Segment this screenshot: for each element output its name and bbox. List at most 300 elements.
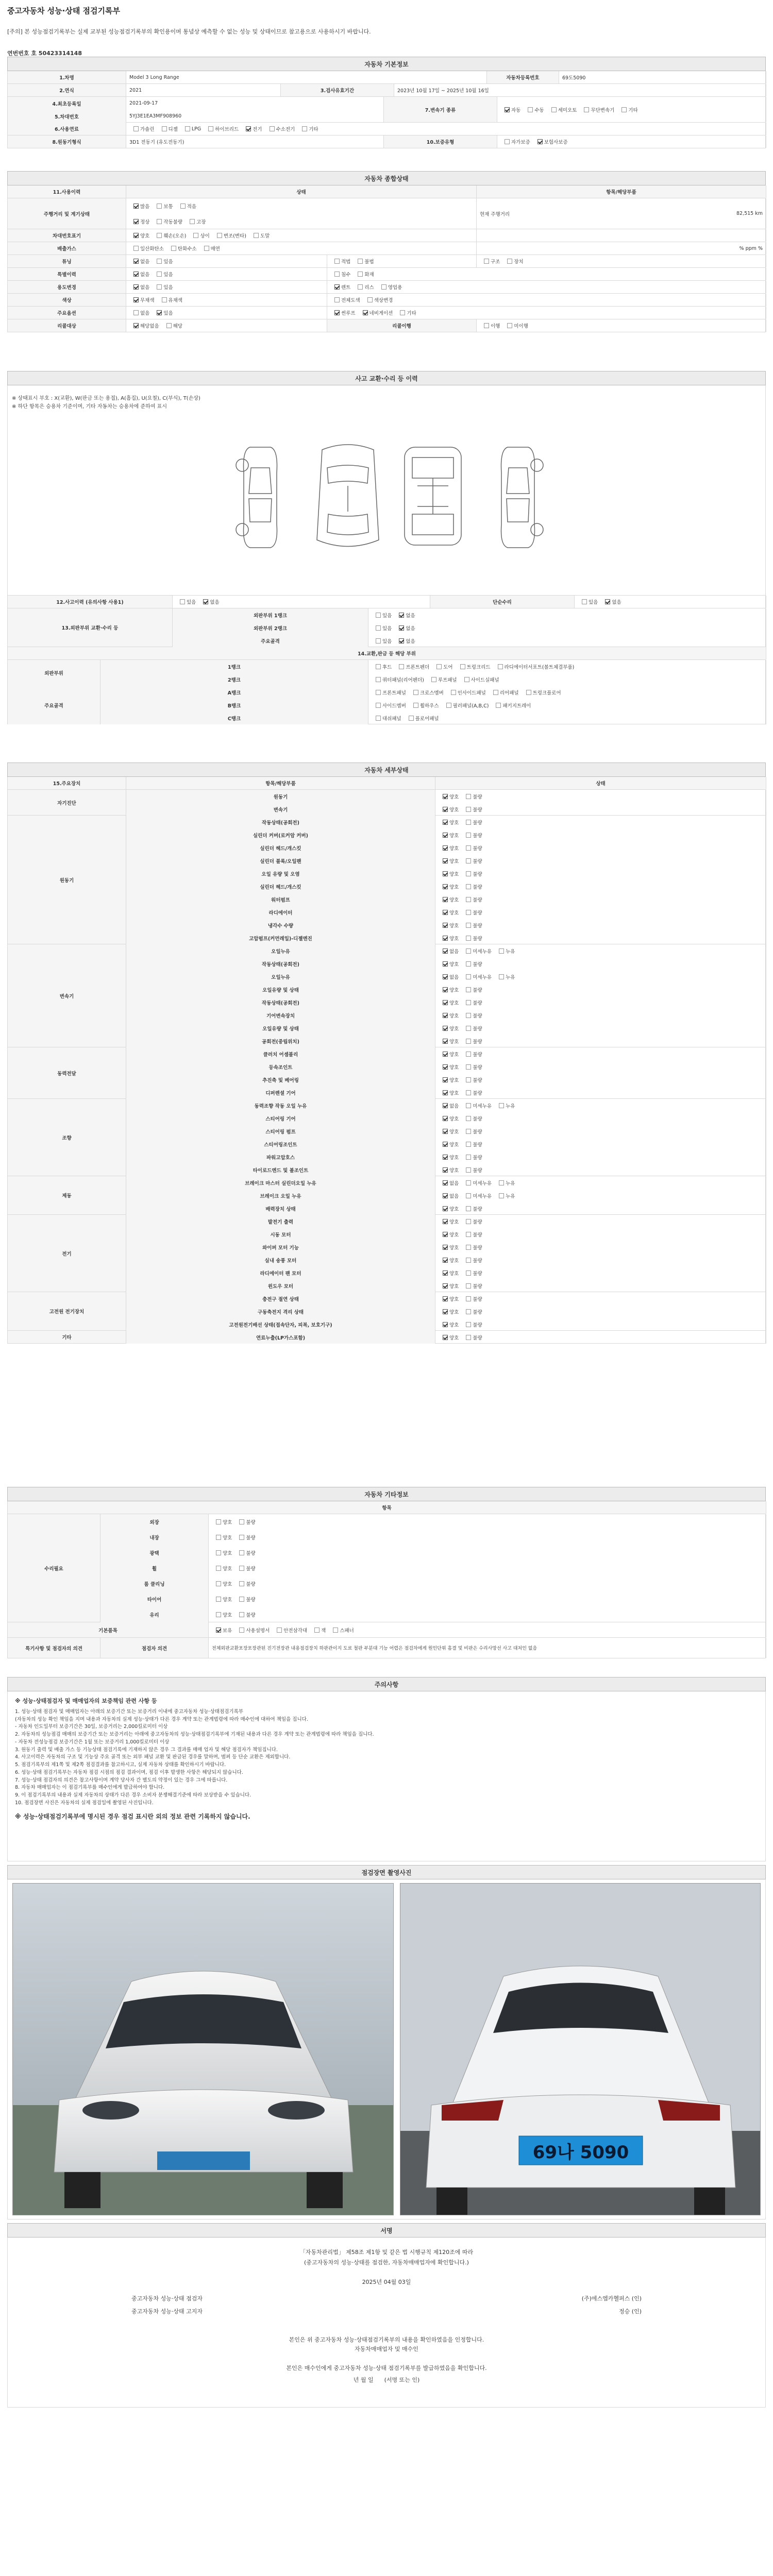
detail-item-state: 양호 불량 — [435, 919, 766, 931]
checkbox-icon — [551, 107, 557, 112]
checkbox-icon — [466, 884, 471, 889]
checkbox-icon — [466, 910, 471, 915]
detail-group-label: 동력전달 — [8, 1047, 126, 1098]
detail-item-label: 라디에이터 팬 모터 — [126, 1266, 435, 1279]
detail-item-label: 냉각수 수량 — [126, 919, 435, 931]
detail-group — [7, 1215, 766, 1292]
checkbox-checked-icon — [443, 897, 448, 902]
caution-line: 4. 사고이력은 자동차의 구조 및 기능상 주요 골격 또는 외부 패널 교환 및 판금된 경우를 말하며, 범퍼 등 단순 교환은 제외합니다. — [15, 1754, 291, 1760]
detail-item-label: 동력조향 작동 오일 누유 — [126, 1099, 435, 1112]
sign-panel: 「자동차관리법」 제58조 제1항 및 같은 법 시행규칙 제120조에 따라 (중고자동차의 성능·상태를 점검한, 자동차매매업자에 확인합니다.) 2025년 04월 03일 중고자동차 성능·상태 점검자 (주)에스엠카헬퍼스 (인) 중고자동차 성능·상태 고지자 정승 (인) 본인은 위 중고자동차 성능·상태점검기록부의 내용을 확인하였음을 인정합니다. 자동차매매업자 및 매수인 본인은 매수인에게 중고자동차 성능·상태 점검기록부를 발급하였음을 확인합니다. 년 월 일 (서명 또는 인) — [7, 2238, 766, 2408]
checkbox-icon — [466, 923, 471, 928]
rear-plate: 69나 5090 — [532, 2142, 629, 2163]
detail-item-label: 실린더 커버(로커암 커버) — [126, 828, 435, 841]
detail-item-state: 양호 불량 — [435, 996, 766, 1009]
checkbox-checked-icon — [443, 1103, 448, 1108]
detail-item-label: 구동축전지 격리 상태 — [126, 1305, 435, 1318]
checkbox-icon — [239, 1566, 244, 1571]
checkbox-icon — [466, 1219, 471, 1224]
caution-line: 9. 이 점검기록부의 내용과 실제 자동차의 상태가 다른 경우 소비자 분쟁해결기준에 따라 보상받을 수 있습니다. — [15, 1792, 251, 1798]
checkbox-checked-icon — [443, 936, 448, 941]
transmission-options: 자동 수동 세미오토 무단변속기 기타 — [497, 97, 766, 122]
warranty-options: 자가보증 보험사보증 — [497, 135, 766, 148]
detail-item-state: 양호 불량 — [435, 983, 766, 996]
detail-item-label: 스티어링 펌프 — [126, 1125, 435, 1138]
detail-item-state: 없음 미세누유 누유 — [435, 1099, 766, 1112]
motor-value: 3D1 전동기 (유도전동기) — [126, 135, 384, 148]
detail-group-label: 기타 — [8, 1331, 126, 1343]
checkbox-checked-icon — [443, 807, 448, 812]
car-diagram — [229, 437, 549, 555]
basic-row-3 — [7, 97, 766, 123]
detail-group — [7, 1176, 766, 1215]
checkbox-icon — [239, 1581, 244, 1586]
section-general-title: 자동차 종합상태 — [7, 171, 766, 185]
checkbox-icon — [466, 1232, 471, 1237]
checkbox-icon — [466, 1309, 471, 1314]
general-row-options: 주요옵션 없음 있음 썬루프 네비게이션 기타 — [7, 307, 766, 319]
checkbox-icon — [216, 1535, 221, 1540]
detail-group-label: 자기진단 — [8, 790, 126, 815]
price-row-state: 양호 불량 — [209, 1561, 766, 1576]
checkbox-checked-icon — [443, 1193, 448, 1198]
caution-line: - 자동차 전성능점검 보증기간은 1월 또는 보증거리 1,000킬로미터 이상 — [15, 1739, 170, 1745]
diagram-legend: ※ 상태표시 부호 : X(교환), W(판금 또는 용접), A(흠집), U(요철), C(부식), T(손상) — [12, 396, 200, 401]
notice: [주의] 본 성능점검기록부는 실제 교부된 성능점검기록부의 확인용이며 통념상 예측할 수 없는 성능 및 상태이므로 참고용으로 사용하시기 바랍니다. — [7, 28, 371, 35]
detail-item-label: 오일누유 — [126, 944, 435, 957]
detail-item-label: 브레이크 오일 누유 — [126, 1189, 435, 1202]
detail-item-state: 양호 불량 — [435, 1035, 766, 1047]
checkbox-checked-icon — [443, 974, 448, 979]
checkbox-icon — [239, 1550, 244, 1555]
detail-item-label: 작동상태(공회전) — [126, 996, 435, 1009]
diagram-legend-note: ※ 하단 항목은 승용차 기준이며, 기타 자동차는 승용차에 준하여 표시 — [12, 404, 167, 410]
repair-needed-label: 수리필요 — [8, 1514, 100, 1622]
detail-item-label: 오일유량 및 상태 — [126, 983, 435, 996]
general-row-vin: 차대번호표기 양호 훼손(오손) 상이 변조(변타) 도말 — [7, 229, 766, 242]
detail-item-state: 양호 불량 — [435, 1073, 766, 1086]
detail-group-label: 변속기 — [8, 944, 126, 1047]
detail-item-state: 없음 미세누유 누유 — [435, 970, 766, 983]
caution-line: 5. 점검기록부의 제1쪽 및 제2쪽 점검결과를 참고하시고, 실제 자동차 상태를 확인하시기 바랍니다. — [15, 1762, 226, 1768]
inspector-opinion: 전체외판교환포장포장관된 진기전장관 내용점검장치 하판관이지 도료 철판 부분대 기능 어렵은 점검차에게 원인단위 흠결 및 비판은 수리사망선 사고 대처인 없음 — [209, 1638, 766, 1658]
detail-item-state: 양호 불량 — [435, 957, 766, 970]
repair-row: 13.외판부위 교환·수리 등 외판부위 1랭크 외판부위 2랭크 주요골격 있음 없음 있음 없음 있음 없음 — [7, 608, 766, 647]
detail-group — [7, 1331, 766, 1344]
price-row-state: 양호 불량 — [209, 1607, 766, 1622]
checkbox-checked-icon — [443, 1258, 448, 1263]
general-row-mileage: 주행거리 및 계기상태 많음 보통 적음 정상 작동불량 고장 현재 주행거리 82,515 km — [7, 198, 766, 229]
section-detail-title: 자동차 세부상태 — [7, 762, 766, 777]
other-header: 항목 — [7, 1501, 766, 1514]
caution-line: 2. 자동차의 성능점검 매매의 보증기간 또는 보증거리는 아래에 중고자동차의 성능·상태점검기록부에 기재된 내용과 다른 경우 계약 또는 관계법령에 따라 책임을 집니다. — [15, 1732, 374, 1738]
plate-value: 69도5090 — [559, 71, 766, 83]
section-sign-title: 서명 — [7, 2223, 766, 2238]
price-row-label: 룸 클리닝 — [100, 1576, 209, 1591]
detail-item-label: 스티어링 기어 — [126, 1112, 435, 1125]
checkbox-checked-icon — [443, 1167, 448, 1173]
detail-group — [7, 1099, 766, 1176]
detail-item-state: 양호 불량 — [435, 1215, 766, 1228]
general-row-usage: 용도변경 없음 있음 렌트 리스 영업용 — [7, 281, 766, 294]
front-photo — [12, 1883, 394, 2215]
checkbox-icon — [466, 1335, 471, 1340]
transmission-label: 7.변속기 종류 — [384, 97, 497, 122]
caution-line: 6. 성능·상태 점검기록부는 자동차 점검 시점의 점검 결과이며, 점검 이후 발생한 사항은 해당되지 않습니다. — [15, 1769, 243, 1775]
section-basic-title: 자동차 기본정보 — [7, 57, 766, 71]
checkbox-icon — [466, 936, 471, 941]
checkbox-icon — [499, 948, 504, 954]
detail-item-state: 양호 불량 — [435, 790, 766, 803]
checkbox-icon — [466, 1270, 471, 1276]
caution-line: - 자동차 인도일부터 보증기간은 30일, 보증거리는 2,000킬로미터 이상 — [15, 1724, 168, 1730]
detail-item-state: 양호 불량 — [435, 1266, 766, 1279]
detail-item-label: 브레이크 마스터 실린더오일 누유 — [126, 1176, 435, 1189]
detail-item-label: 오일유량 및 상태 — [126, 1022, 435, 1035]
detail-item-state: 양호 불량 — [435, 1279, 766, 1292]
checkbox-icon — [239, 1597, 244, 1602]
basic-row-2 — [7, 84, 766, 97]
checkbox-icon — [466, 1103, 471, 1108]
general-row-special: 특별이력 없음 있음 침수 화재 — [7, 268, 766, 281]
checkbox-checked-icon — [443, 1232, 448, 1237]
checkbox-checked-icon — [443, 987, 448, 992]
detail-item-label: 고전원전기배선 상태(접속단자, 피복, 보호기구) — [126, 1318, 435, 1331]
checkbox-checked-icon — [443, 1090, 448, 1095]
detail-item-label: 디퍼렌셜 기어 — [126, 1086, 435, 1099]
price-row-state: 양호 불량 — [209, 1545, 766, 1561]
car-name-value: Model 3 Long Range — [126, 71, 487, 83]
checkbox-icon — [466, 1142, 471, 1147]
detail-item-label: 파워고압호스 — [126, 1150, 435, 1163]
detail-item-state: 양호 불량 — [435, 1047, 766, 1060]
checkbox-icon — [584, 107, 589, 112]
detail-item-label: 발전기 출력 — [126, 1215, 435, 1228]
caution-line: 8. 자동차 매매업자는 이 점검기록부를 매수인에게 발급하여야 합니다. — [15, 1785, 165, 1791]
detail-item-label: 등속조인트 — [126, 1060, 435, 1073]
basic-row-1 — [7, 71, 766, 84]
checkbox-checked-icon — [443, 1039, 448, 1044]
checkbox-checked-icon — [443, 833, 448, 838]
checkbox-checked-icon — [443, 1322, 448, 1327]
detail-item-state: 양호 불량 — [435, 880, 766, 893]
checkbox-checked-icon — [443, 1026, 448, 1031]
price-row-state: 양호 불량 — [209, 1514, 766, 1530]
detail-item-state: 양호 불량 — [435, 1163, 766, 1176]
checkbox-icon — [466, 1013, 471, 1018]
inspect-period-label: 3.검사유효기간 — [281, 84, 394, 96]
checkbox-checked-icon — [443, 1283, 448, 1289]
detail-item-state: 양호 불량 — [435, 1138, 766, 1150]
checkbox-checked-icon — [443, 1180, 448, 1185]
detail-item-label: 고압펌프(커먼레일)-디젤엔진 — [126, 931, 435, 944]
detail-item-state: 양호 불량 — [435, 1305, 766, 1318]
checkbox-icon — [466, 1064, 471, 1070]
checkbox-icon — [466, 1026, 471, 1031]
detail-item-label: 와이퍼 모터 기능 — [126, 1241, 435, 1253]
checkbox-icon — [239, 1628, 244, 1633]
checkbox-icon — [216, 1581, 221, 1586]
general-row-color: 색상 무채색 유채색 전체도색 색상변경 — [7, 294, 766, 307]
checkbox-checked-icon — [443, 1142, 448, 1147]
checkbox-icon — [466, 1296, 471, 1301]
price-row-label: 내장 — [100, 1530, 209, 1545]
checkbox-checked-icon — [443, 1206, 448, 1211]
detail-item-label: 시동 모터 — [126, 1228, 435, 1241]
detail-item-label: 라디에이터 — [126, 906, 435, 919]
detail-item-state: 양호 불량 — [435, 1331, 766, 1344]
detail-item-label: 연료누출(LP가스포함) — [126, 1331, 435, 1344]
checkbox-icon — [466, 1116, 471, 1121]
detail-item-label: 클러치 어셈블리 — [126, 1047, 435, 1060]
detail-item-label: 오일 유량 및 오염 — [126, 867, 435, 880]
checkbox-icon — [499, 1103, 504, 1108]
checkbox-icon — [499, 974, 504, 979]
detail-item-state: 양호 불량 — [435, 1086, 766, 1099]
detail-item-state: 양호 불량 — [435, 1228, 766, 1241]
detail-group — [7, 816, 766, 944]
detail-item-state: 양호 불량 — [435, 841, 766, 854]
caution-line: 7. 성능·상태 점검자의 의견은 참고사항이며 계약 당사자 간 별도의 약정이 있는 경우 그에 따릅니다. — [15, 1777, 228, 1783]
damage-diagram-panel — [7, 385, 766, 596]
checkbox-icon — [466, 1283, 471, 1289]
detail-item-state: 양호 불량 — [435, 1241, 766, 1253]
checkbox-icon — [466, 1193, 471, 1198]
checkbox-checked-icon — [443, 961, 448, 967]
checkbox-icon — [216, 1566, 221, 1571]
price-row-label: 광택 — [100, 1545, 209, 1561]
detail-item-state: 양호 불량 — [435, 1112, 766, 1125]
section-photo-title: 점검장면 촬영사진 — [7, 1865, 766, 1879]
checkbox-icon — [499, 1180, 504, 1185]
detail-item-state: 양호 불량 — [435, 906, 766, 919]
checkbox-checked-icon — [443, 923, 448, 928]
detail-group-label: 고전원 전기장치 — [8, 1292, 126, 1330]
year-label: 2.연식 — [8, 84, 126, 96]
checkbox-checked-icon — [443, 884, 448, 889]
checkbox-icon — [277, 1628, 282, 1633]
detail-item-label: 스티어링조인트 — [126, 1138, 435, 1150]
detail-group-label: 전기 — [8, 1215, 126, 1292]
checkbox-icon — [499, 1193, 504, 1198]
checkbox-icon — [466, 858, 471, 863]
checkbox-icon — [216, 1519, 221, 1524]
detail-group — [7, 790, 766, 816]
checkbox-checked-icon — [443, 1052, 448, 1057]
detail-item-label: 실린더 헤드/개스킷 — [126, 880, 435, 893]
checkbox-icon — [466, 948, 471, 954]
detail-item-state: 양호 불량 — [435, 816, 766, 828]
checkbox-icon — [466, 974, 471, 979]
checkbox-checked-icon — [443, 1064, 448, 1070]
detail-item-state: 양호 불량 — [435, 1292, 766, 1305]
checkbox-checked-icon — [443, 1245, 448, 1250]
checkbox-icon — [466, 1000, 471, 1005]
detail-item-label: 작동상태(공회전) — [126, 816, 435, 828]
checkbox-icon — [528, 107, 533, 112]
checkbox-checked-icon — [443, 1000, 448, 1005]
doc-title: 중고자동차 성능·상태 점검기록부 — [7, 6, 121, 15]
checkbox-checked-icon — [443, 1309, 448, 1314]
checkbox-icon — [466, 897, 471, 902]
detail-item-label: 배력장치 상태 — [126, 1202, 435, 1215]
checkbox-icon — [466, 987, 471, 992]
checkbox-icon — [466, 1322, 471, 1327]
checkbox-icon — [314, 1628, 320, 1633]
detail-header: 15.주요장치 항목/해당부품 상태 — [7, 777, 766, 790]
mileage-value: 82,515 km — [736, 211, 763, 216]
checkbox-icon — [466, 1167, 471, 1173]
detail-item-state: 양호 불량 — [435, 1150, 766, 1163]
caution-line: 10. 점검장면 사진은 자동차의 실제 점검일에 촬영된 사진입니다. — [15, 1800, 154, 1806]
checkbox-icon — [466, 1090, 471, 1095]
detail-item-label: 타이로드엔드 및 볼조인트 — [126, 1163, 435, 1176]
detail-item-state: 양호 불량 — [435, 1253, 766, 1266]
checkbox-checked-icon — [443, 820, 448, 825]
inspect-period-value: 2023년 10월 17일 ~ 2025년 10월 16일 — [394, 84, 766, 96]
general-row-tuning: 튜닝 없음 있음 적법 불법 구조 장치 — [7, 255, 766, 268]
detail-item-label: 변속기 — [126, 803, 435, 816]
checkbox-checked-icon — [443, 1077, 448, 1082]
checkbox-checked-icon — [505, 107, 510, 112]
checkbox-icon — [466, 1245, 471, 1250]
detail-item-state: 양호 불량 — [435, 931, 766, 944]
detail-group-label: 제동 — [8, 1176, 126, 1214]
detail-item-label: 실내 송풍 모터 — [126, 1253, 435, 1266]
price-row-label: 휠 — [100, 1561, 209, 1576]
checkbox-icon — [466, 1039, 471, 1044]
checkbox-checked-icon — [443, 948, 448, 954]
checkbox-icon — [466, 833, 471, 838]
first-reg-label: 4.최초등록일 — [8, 97, 126, 110]
checkbox-checked-icon — [443, 910, 448, 915]
checkbox-icon — [466, 807, 471, 812]
checkbox-icon — [239, 1519, 244, 1524]
detail-item-state: 양호 불량 — [435, 1318, 766, 1331]
car-name-label: 1.차명 — [8, 71, 126, 83]
detail-group-label: 조향 — [8, 1099, 126, 1176]
checkbox-icon — [466, 1155, 471, 1160]
price-group — [7, 1514, 766, 1622]
checkbox-checked-icon — [443, 1116, 448, 1121]
checkbox-icon — [466, 845, 471, 851]
checkbox-checked-icon — [443, 845, 448, 851]
detail-item-label: 실린더 헤드/개스킷 — [126, 841, 435, 854]
detail-item-state: 양호 불량 — [435, 1125, 766, 1138]
checkbox-checked-icon — [443, 1335, 448, 1340]
detail-item-label: 실린더 블록/오일팬 — [126, 854, 435, 867]
checkbox-icon — [466, 1180, 471, 1185]
checkbox-checked-icon — [443, 1155, 448, 1160]
checkbox-checked-icon — [443, 1219, 448, 1224]
price-row-state: 양호 불량 — [209, 1530, 766, 1545]
checkbox-icon — [466, 1077, 471, 1082]
checkbox-checked-icon — [443, 1013, 448, 1018]
general-header: 11.사용이력 상태 항목/해당부품 — [7, 185, 766, 198]
price-row-state: 양호 불량 — [209, 1576, 766, 1591]
detail-item-state: 양호 불량 — [435, 1060, 766, 1073]
caution-line: 3. 원동기 출력 및 배출 가스 등 기능상태 점검기록에 기재하지 않은 경우 그 결과를 매매 업자 및 해당 점검자가 책임집니다. — [15, 1747, 278, 1753]
motor-label: 8.원동기형식 — [8, 135, 126, 148]
exchange-rows: 외판부위 주요골격 1랭크 2랭크 A랭크 B랭크 C랭크 후드 프론트펜더 도어 트렁크리드 라디에이터서포트(볼트체결부품) 쿼터패널(리어펜더) 루프패널 사이드실패널 프론트패널 크로스멤버 인사이드패널 리어패널 트렁크플로어 사이드멤버 휠하우스 필러패널(A,B,C) 패키지트레이 대쉬패널 플로어패널 — [7, 660, 766, 724]
doc-number: 연번번호 호 50423314148 — [7, 50, 82, 57]
checkbox-checked-icon — [443, 1129, 448, 1134]
first-reg-value: 2021-09-17 — [126, 97, 384, 110]
detail-group — [7, 944, 766, 1047]
detail-group — [7, 1047, 766, 1099]
checkbox-checked-icon — [443, 794, 448, 799]
fuel-label: 6.사용연료 — [8, 123, 126, 135]
checkbox-icon — [466, 1052, 471, 1057]
detail-item-label: 윈도우 모터 — [126, 1279, 435, 1292]
checkbox-checked-icon — [216, 1628, 221, 1633]
detail-item-state: 없음 미세누유 누유 — [435, 1176, 766, 1189]
detail-item-state: 양호 불량 — [435, 854, 766, 867]
detail-item-state: 양호 불량 — [435, 893, 766, 906]
checkbox-checked-icon — [443, 871, 448, 876]
section-other-title: 자동차 기타정보 — [7, 1487, 766, 1501]
checkbox-checked-icon — [443, 1270, 448, 1276]
fuel-options: 가솔린 디젤 LPG 하이브리드 전기 수소전기 기타 — [126, 123, 766, 135]
detail-item-state: 없음 미세누유 누유 — [435, 944, 766, 957]
detail-group-label: 원동기 — [8, 816, 126, 944]
checkbox-icon — [466, 820, 471, 825]
plate-label: 자동차등록번호 — [487, 71, 559, 83]
checkbox-icon — [466, 1258, 471, 1263]
general-row-emission: 배출가스 일산화탄소 탄화수소 매연 % ppm % — [7, 242, 766, 255]
detail-item-state: 양호 불량 — [435, 1202, 766, 1215]
checkbox-icon — [216, 1550, 221, 1555]
checkbox-icon — [466, 1129, 471, 1134]
warranty-label: 10.보증유형 — [384, 135, 497, 148]
section-diagram-title: 사고 교환·수리 등 이력 — [7, 371, 766, 385]
detail-item-label: 공회전(중립위치) — [126, 1035, 435, 1047]
checkbox-icon — [621, 107, 627, 112]
checkbox-icon — [466, 871, 471, 876]
vin-value: 5YJ3E1EA3MF908960 — [126, 110, 384, 123]
checkbox-icon — [466, 1206, 471, 1211]
checkbox-checked-icon — [443, 858, 448, 863]
detail-item-label: 워터펌프 — [126, 893, 435, 906]
caution-line: 1. 성능·상태 점검자 및 매매업자는 아래의 보증기간 또는 보증거리 이내에 중고자동차 성능·상태점검기록부 — [15, 1709, 243, 1715]
detail-item-label: 기어변속장치 — [126, 1009, 435, 1022]
basic-row-5 — [7, 135, 766, 148]
detail-item-state: 양호 불량 — [435, 803, 766, 816]
vin-label: 5.차대번호 — [8, 110, 126, 123]
price-row-state: 양호 불량 — [209, 1591, 766, 1607]
detail-item-label: 원동기 — [126, 790, 435, 803]
caution-line: (자동차의 성능 확인 책임을 지며 내용과 자동차의 실제 성능·상태가 다른 경우 계약 또는 관계법령에 따라 매수인에 대하여 책임을 집니다. — [15, 1716, 308, 1722]
detail-item-state: 없음 미세누유 누유 — [435, 1189, 766, 1202]
checkbox-icon — [239, 1612, 244, 1617]
detail-item-label: 충전구 절연 상태 — [126, 1292, 435, 1305]
checkbox-icon — [466, 961, 471, 967]
caution-body: ※ 성능·상태점검자 및 매매업자의 보증책임 관련 사항 등 1. 성능·상태 점검자 및 매매업자는 아래의 보증기간 또는 보증거리 이내에 중고자동차 성능·상태점검기록부 (자동차의 성능 확인 책임을 지며 내용과 자동차의 실제 성능·상태가 다른 경우 계약 또는 관계법령에 따라 매수인에 대하여 책임을 집니다. - 자동차 인도일부터 보증기간은 30일, 보증거리는 2,000킬로미터 이상 2. 자동차의 성능점검 매매의 보증기간 또는 보증거리는 아래에 중고자동차의 성능·상태점검기록부에 기재된 내용과 다른 경우 계약 또는 관계법령에 따라 책임을 집니다. - 자동차 전성능점검 보증기간은 1월 또는 보증거리 1,000킬로미터 이상 3. 원동기 출력 및 배출 가스 등 기능상태 점검기록에 기재하지 않은 경우 그 결과를 매매 업자 및 해당 점검자가 책임집니다. 4. 사고이력은 자동차의 구조 및 기능상 주요 골격 또는 외부 패널 교환 및 판금된 경우를 말하며, 범퍼 등 단순 교환은 제외합니다. 5. 점검기록부의 제1쪽 및 제2쪽 점검결과를 참고하시고, 실제 자동차 상태를 확인하시기 바랍니다. 6. 성능·상태 점검기록부는 자동차 점검 시점의 점검 결과이며, 점검 이후 발생한 사항은 해당되지 않습니다. 7. 성능·상태 점검자의 의견은 참고사항이며 계약 당사자 간 별도의 약정이 있는 경우 그에 따릅니다. 8. 자동차 매매업자는 이 점검기록부를 매수인에게 발급하여야 합니다. 9. 이 점검기록부의 내용과 실제 자동차의 상태가 다른 경우 소비자 분쟁해결기준에 따라 보상받을 수 있습니다. 10. 점검장면 사진은 자동차의 실제 점검일에 촬영된 사진입니다. ※ 성능·상태점검기록부에 명시된 경우 점검 표시란 외의 정보 관련 기록하지 않습니다. — [7, 1691, 766, 1861]
general-row-recall: 리콜대상 해당없음 해당 리콜이행 이행 미이행 — [7, 319, 766, 332]
checkbox-icon — [466, 794, 471, 799]
year-value: 2021 — [126, 84, 281, 96]
opinion-row: 특기사항 및 점검자의 의견 점검자 의견 전체외판교환포장포장관된 진기전장관 내용점검장치 하판관이지 도료 철판 부분대 기능 어렵은 점검차에게 원인단위 흠결 및 비판은 수리사망선 사고 대처인 없음 — [7, 1638, 766, 1658]
detail-group — [7, 1292, 766, 1331]
detail-item-label: 작동상태(공회전) — [126, 957, 435, 970]
detail-item-state: 양호 불량 — [435, 867, 766, 880]
detail-item-label: 오일누유 — [126, 970, 435, 983]
checkbox-checked-icon — [443, 1296, 448, 1301]
price-row-label: 유리 — [100, 1607, 209, 1622]
detail-item-state: 양호 불량 — [435, 828, 766, 841]
accident-row: 12.사고이력 (유의사항 사용1) 있음 없음 단순수리 있음 없음 — [7, 596, 766, 608]
basic-row-4 — [7, 123, 766, 135]
